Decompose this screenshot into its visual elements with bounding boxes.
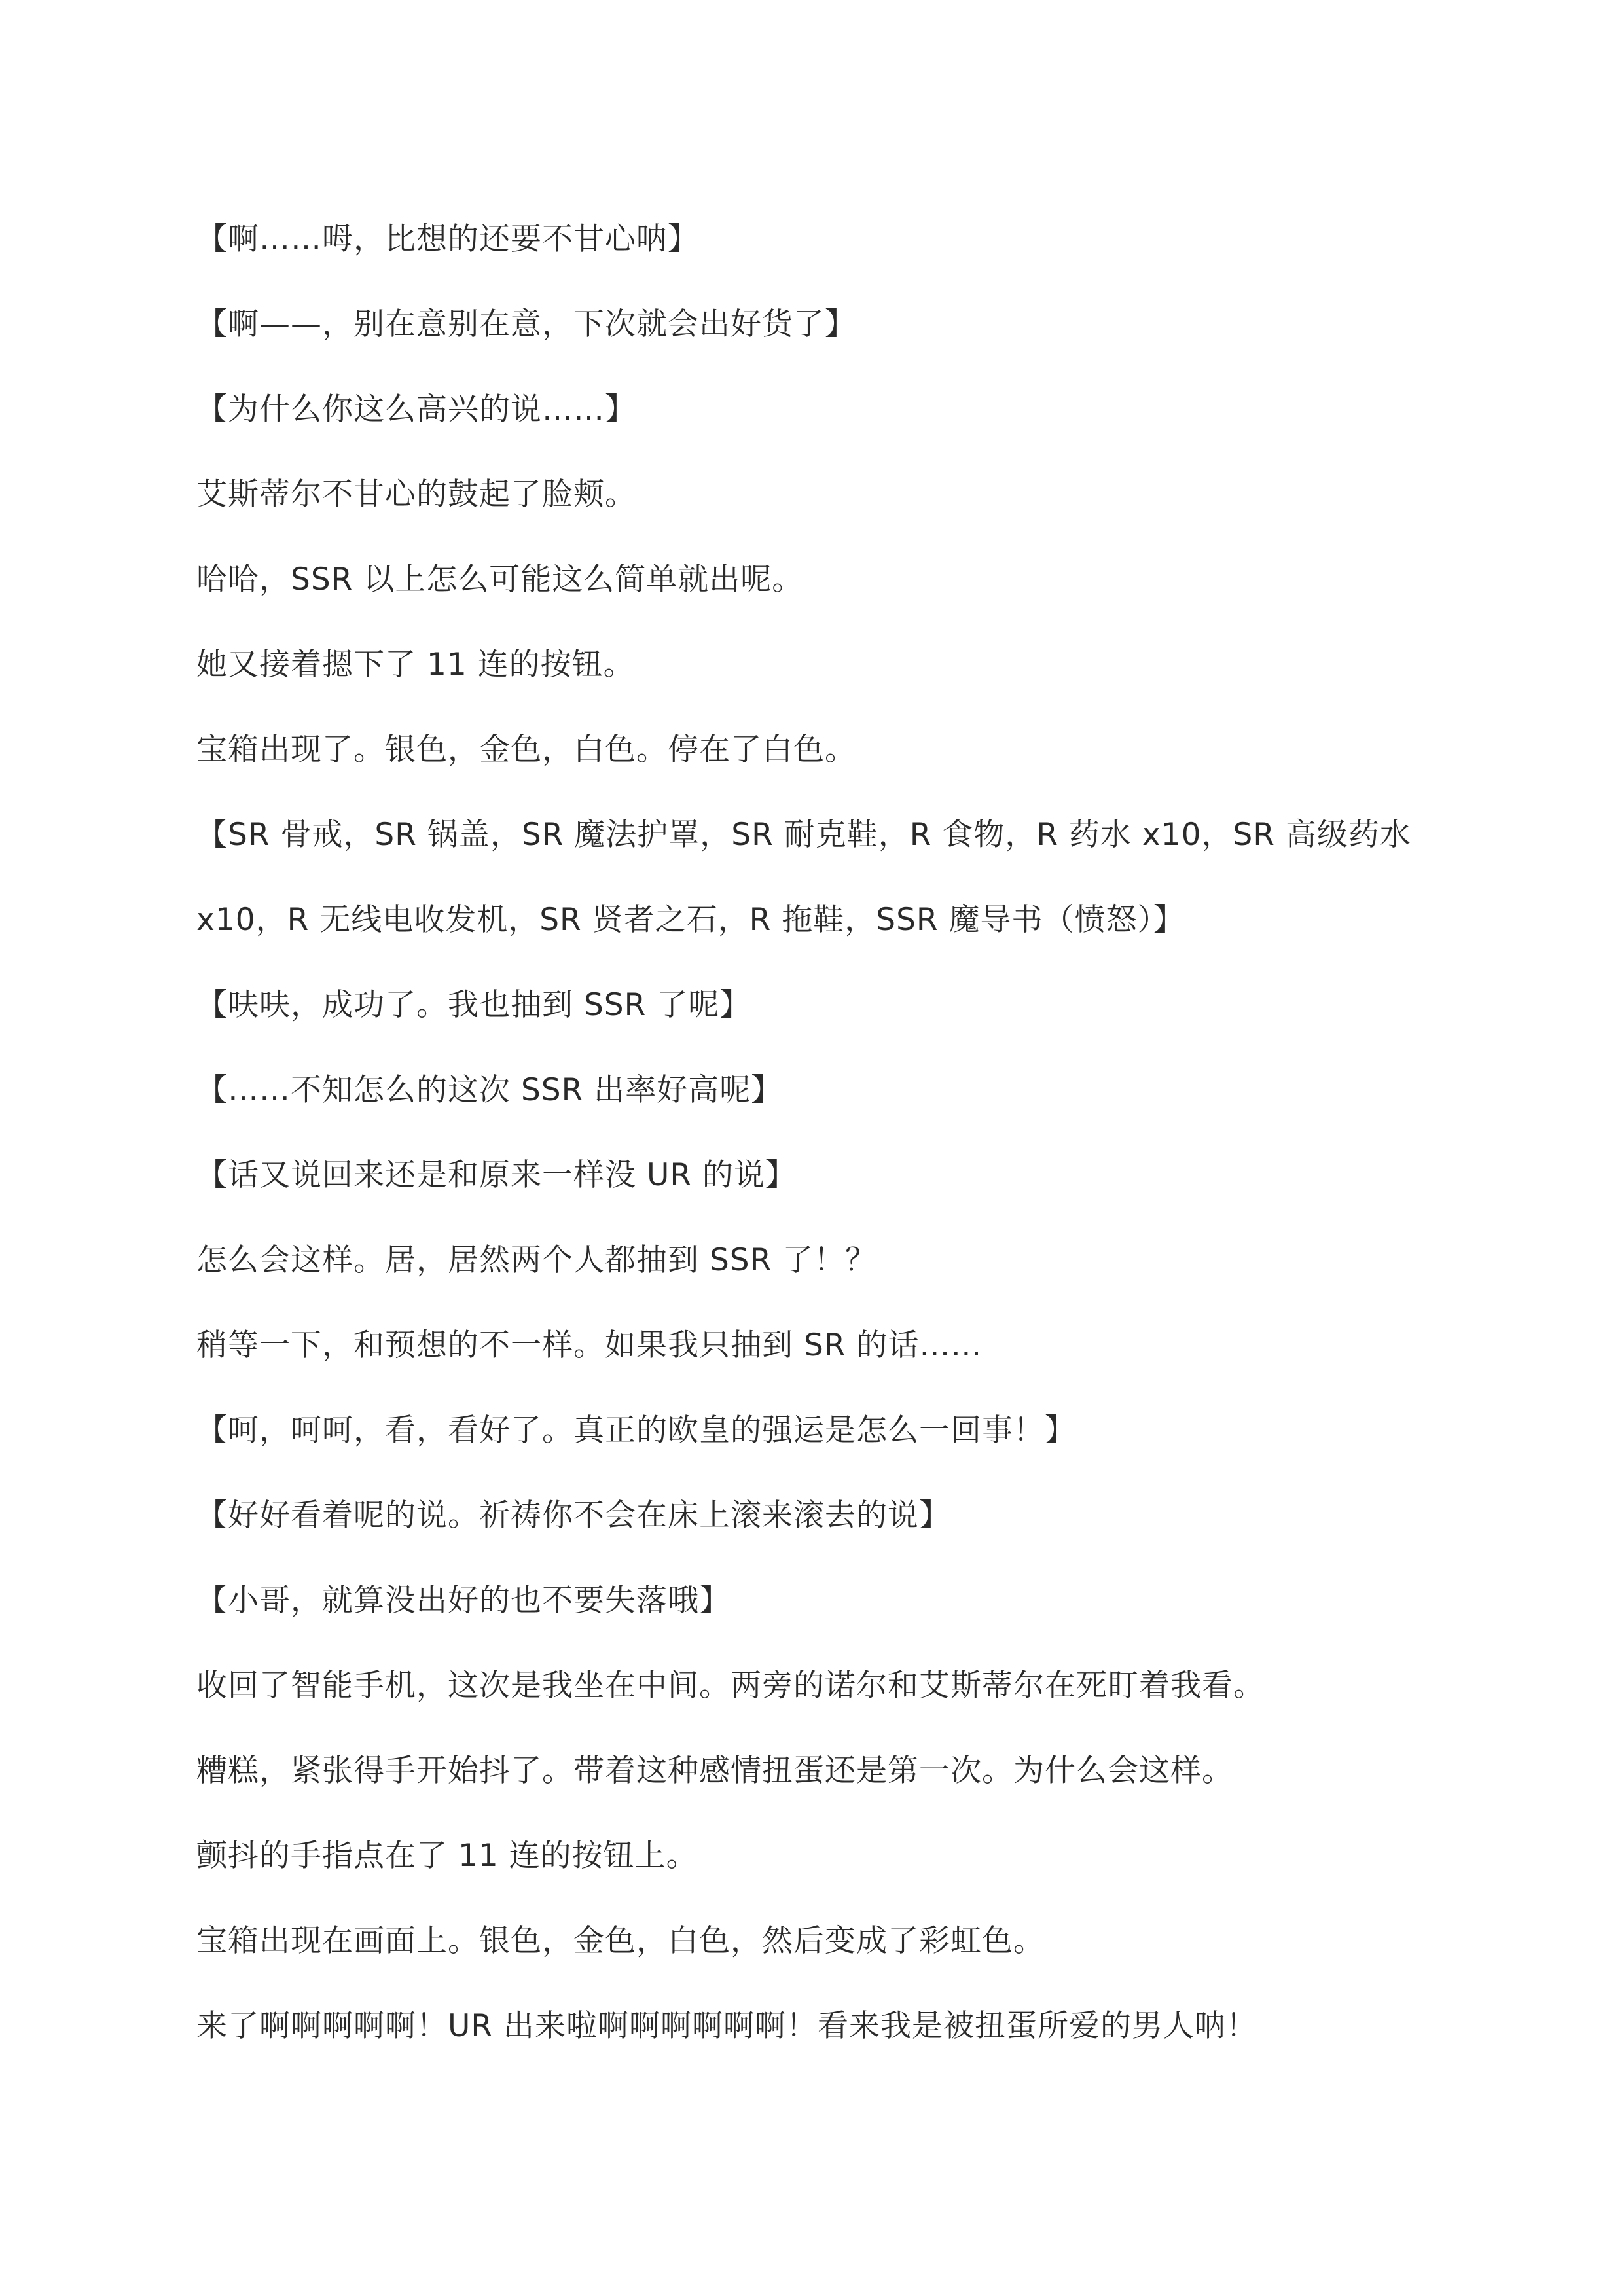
document-body xyxy=(196,208,1440,2080)
paragraph: 哈哈，SSR 以上怎么可能这么简单就出呢。 xyxy=(196,562,804,598)
paragraph: 来了啊啊啊啊啊！UR 出来啦啊啊啊啊啊啊！看来我是被扭蛋所爱的男人呐！ xyxy=(196,2008,1257,2044)
paragraph: 稍等一下，和预想的不一样。如果我只抽到 SR 的话…… xyxy=(196,1327,983,1363)
paragraph: 她又接着摁下了 11 连的按钮。 xyxy=(196,647,635,683)
paragraph: 糟糕，紧张得手开始抖了。带着这种感情扭蛋还是第一次。为什么会这样。 xyxy=(196,1753,1233,1789)
paragraph: 艾斯蒂尔不甘心的鼓起了脸颊。 xyxy=(196,476,636,512)
paragraph: 【呵，呵呵，看，看好了。真正的欧皇的强运是怎么一回事！】 xyxy=(196,1412,1076,1448)
paragraph: 宝箱出现了。银色，金色，白色。停在了白色。 xyxy=(196,732,856,768)
paragraph: 【小哥，就算没出好的也不要失落哦】 xyxy=(196,1583,731,1619)
paragraph: 【SR 骨戒，SR 锅盖，SR 魔法护罩，SR 耐克鞋，R 食物，R 药水 x10，SR 高级药水 xyxy=(196,817,1411,853)
paragraph: x10，R 无线电收发机，SR 贤者之石，R 拖鞋，SSR 魔导书（愤怒）】 xyxy=(196,902,1185,938)
paragraph: 【呋呋，成功了。我也抽到 SSR 了呢】 xyxy=(196,987,751,1023)
paragraph: 【啊……呣，比想的还要不甘心呐】 xyxy=(196,221,699,257)
paragraph: 怎么会这样。居，居然两个人都抽到 SSR 了！？ xyxy=(196,1242,877,1278)
paragraph: 【好好看着呢的说。祈祷你不会在床上滚来滚去的说】 xyxy=(196,1498,950,1534)
paragraph: 宝箱出现在画面上。银色，金色，白色，然后变成了彩虹色。 xyxy=(196,1923,1045,1959)
paragraph: 收回了智能手机，这次是我坐在中间。两旁的诺尔和艾斯蒂尔在死盯着我看。 xyxy=(196,1668,1265,1704)
paragraph: 【啊——，别在意别在意，下次就会出好货了】 xyxy=(196,306,856,342)
paragraph: 【为什么你这么高兴的说……】 xyxy=(196,391,636,427)
paragraph: 【……不知怎么的这次 SSR 出率好高呢】 xyxy=(196,1072,783,1108)
paragraph: 颤抖的手指点在了 11 连的按钮上。 xyxy=(196,1838,698,1874)
paragraph: 【话又说回来还是和原来一样没 UR 的说】 xyxy=(196,1157,797,1193)
